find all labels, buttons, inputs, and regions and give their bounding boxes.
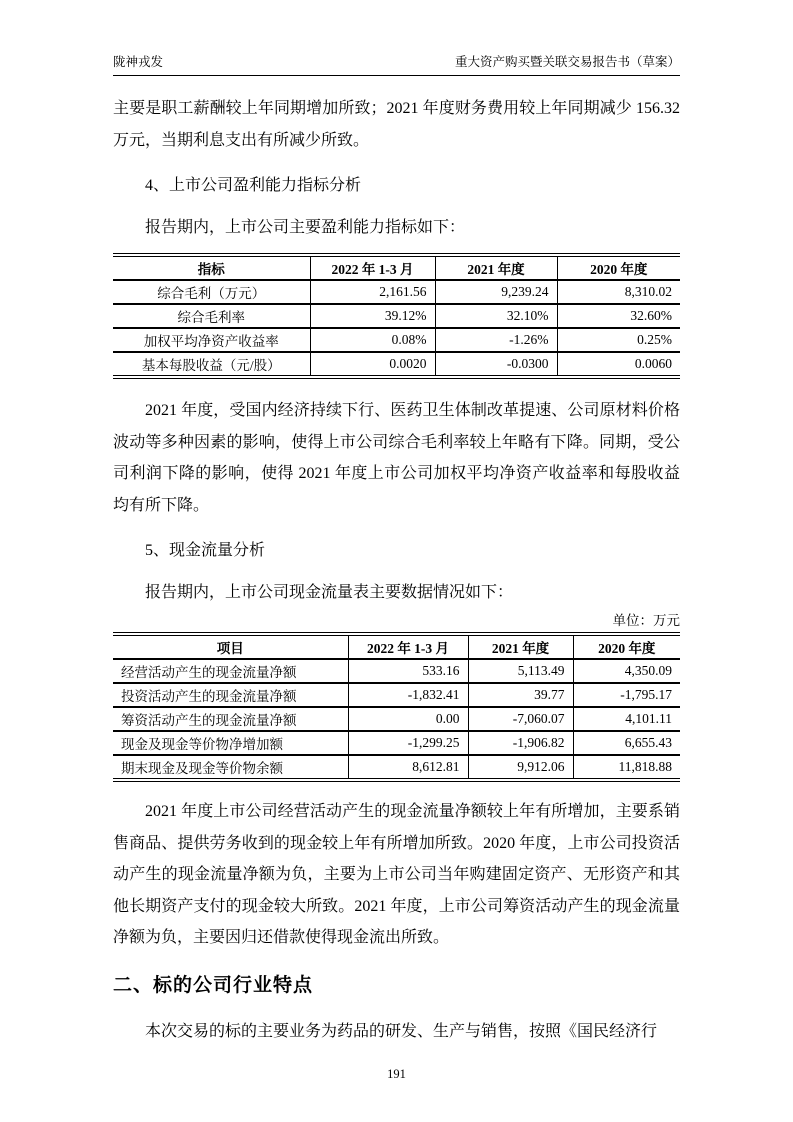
cashflow-intro: 报告期内，上市公司现金流量表主要数据情况如下： <box>145 583 514 601</box>
header-company-name: 陇神戎发 <box>113 55 164 69</box>
cell-value: -1,906.82 <box>468 731 573 755</box>
column-header-2022q1: 2022 年 1-3 月 <box>310 255 435 280</box>
cell-value: 0.0020 <box>310 352 435 377</box>
cell-value: 39.77 <box>468 683 573 707</box>
column-header-indicator: 指标 <box>113 255 310 280</box>
table-row <box>113 683 680 707</box>
cell-value: 0.00 <box>348 707 468 731</box>
row-label: 综合毛利（万元） <box>113 280 310 304</box>
row-label: 基本每股收益（元/股） <box>141 358 281 373</box>
cell-value: -1,832.41 <box>348 683 468 707</box>
cashflow-table <box>113 632 680 782</box>
column-header-2020: 2020 年度 <box>557 255 680 280</box>
table-row <box>113 659 680 683</box>
heading-profitability-analysis: 4、上市公司盈利能力指标分析 <box>145 177 362 194</box>
cell-value: 4,350.09 <box>573 659 680 683</box>
table-row <box>113 352 680 377</box>
paragraph-profit-analysis: 2021 年度，受国内经济持续下行、医药卫生体制改革提速、公司原材料价格波动等多种因素的影响，使得上市公司综合毛利率较上年略有下降。同期，受公司利润下降的影响，使得 2021 年度上市公司加权平均净资产收益率和每股收益均有所下降。 <box>113 402 680 514</box>
cell-value: -1.26% <box>435 328 557 352</box>
column-header-2020: 2020 年度 <box>573 634 680 659</box>
cell-value: 9,912.06 <box>468 755 573 780</box>
table-unit-label: 单位：万元 <box>612 613 680 628</box>
cell-value: 0.0060 <box>557 352 680 377</box>
cell-value: -1,795.17 <box>573 683 680 707</box>
row-label: 期末现金及现金等价物余额 <box>121 761 283 776</box>
column-header-2021: 2021 年度 <box>468 634 573 659</box>
cell-value: 533.16 <box>348 659 468 683</box>
cell-value: 32.10% <box>435 304 557 328</box>
paragraph-carryover: 主要是职工薪酬较上年同期增加所致；2021 年度财务费用较上年同期减少 156.32 万元，当期利息支出有所减少所致。 <box>113 100 680 149</box>
cell-value: 6,655.43 <box>573 731 680 755</box>
table-row <box>113 731 680 755</box>
paragraph-cashflow-analysis: 2021 年度上市公司经营活动产生的现金流量净额较上年有所增加，主要系销售商品、提供劳务收到的现金较上年有所增加所致。2020 年度，上市公司投资活动产生的现金流量净额为负，主要为上市公司当年购建固定资产、无形资产和其他长期资产支付的现金较大所致。2021 年度，上市公司筹资活动产生的现金流量净额为负，主要因归还借款使得现金流出所致。 <box>113 803 680 946</box>
row-label: 加权平均净资产收益率 <box>113 328 310 352</box>
cell-value: 8,310.02 <box>557 280 680 304</box>
table-row <box>113 707 680 731</box>
table-row <box>113 280 680 304</box>
cell-value: 9,239.24 <box>435 280 557 304</box>
paragraph-target-business: 本次交易的标的主要业务为药品的研发、生产与销售，按照《国民经济行 <box>145 1022 658 1040</box>
profitability-intro: 报告期内，上市公司主要盈利能力指标如下： <box>145 218 466 236</box>
page-number: 191 <box>387 1067 406 1081</box>
table-header-row <box>113 255 680 280</box>
profitability-table <box>113 253 680 379</box>
column-header-item: 项目 <box>113 634 348 659</box>
header-report-title: 重大资产购买暨关联交易报告书（草案） <box>454 55 680 69</box>
row-label: 现金及现金等价物净增加额 <box>113 731 348 755</box>
column-header-2022q1: 2022 年 1-3 月 <box>348 634 468 659</box>
cell-value: -0.0300 <box>435 352 557 377</box>
cell-value: 0.25% <box>557 328 680 352</box>
row-label: 筹资活动产生的现金流量净额 <box>113 707 348 731</box>
cell-value: -1,299.25 <box>348 731 468 755</box>
table-row <box>113 755 680 780</box>
cell-value: 4,101.11 <box>573 707 680 731</box>
table-row <box>113 328 680 352</box>
cell-value: 11,818.88 <box>573 755 680 780</box>
running-header <box>113 0 680 76</box>
row-label: 综合毛利率 <box>113 304 310 328</box>
cell-value: -7,060.07 <box>468 707 573 731</box>
cell-value: 8,612.81 <box>348 755 468 780</box>
cell-value: 39.12% <box>310 304 435 328</box>
row-label: 投资活动产生的现金流量净额 <box>113 683 348 707</box>
table-header-row <box>113 634 680 659</box>
column-header-2021: 2021 年度 <box>435 255 557 280</box>
table-row <box>113 304 680 328</box>
cell-value: 2,161.56 <box>310 280 435 304</box>
heading-cashflow-analysis: 5、现金流量分析 <box>145 542 266 559</box>
row-label: 经营活动产生的现金流量净额 <box>113 659 348 683</box>
cell-value: 5,113.49 <box>468 659 573 683</box>
heading-target-company-industry: 二、标的公司行业特点 <box>113 974 314 996</box>
cell-value: 32.60% <box>557 304 680 328</box>
cell-value: 0.08% <box>310 328 435 352</box>
